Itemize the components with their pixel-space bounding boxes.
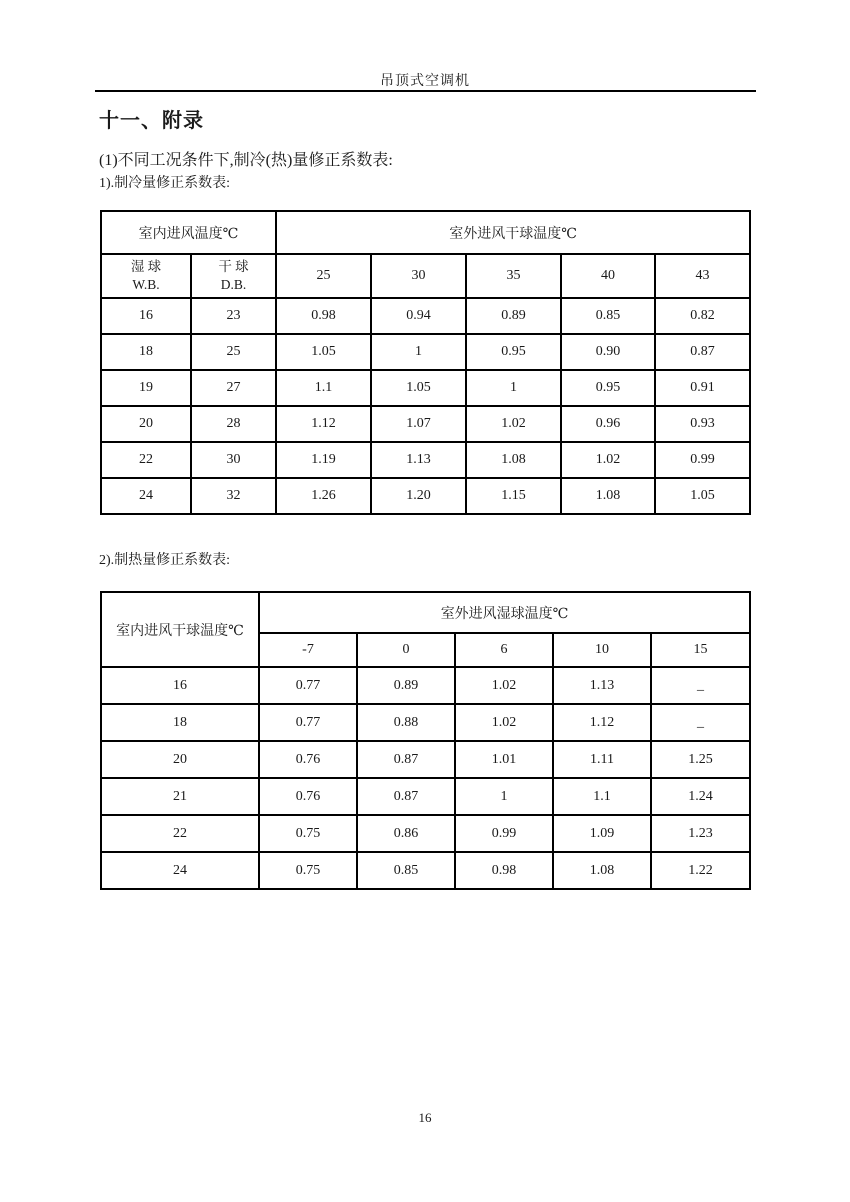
temp-column-header: 0 bbox=[357, 633, 455, 667]
table-cell: 1.08 bbox=[561, 478, 655, 514]
heating-table-header bbox=[101, 592, 750, 667]
document-header-title: 吊顶式空调机 bbox=[380, 74, 470, 89]
table-row bbox=[101, 442, 750, 478]
table-cell: 1.02 bbox=[455, 704, 553, 741]
table-cell: 1.1 bbox=[553, 778, 651, 815]
table-cell: 28 bbox=[191, 406, 276, 442]
table-cell: 0.98 bbox=[455, 852, 553, 889]
dry-bulb-header bbox=[191, 254, 276, 298]
indoor-drybulb-group-header: 室内进风干球温度℃ bbox=[101, 592, 259, 667]
temp-column-header: -7 bbox=[259, 633, 357, 667]
temp-column-header: 30 bbox=[371, 254, 466, 298]
table-cell: 0.77 bbox=[259, 704, 357, 741]
table-cell: 0.85 bbox=[561, 298, 655, 334]
table-cell: 1.20 bbox=[371, 478, 466, 514]
table-cell: 0.76 bbox=[259, 741, 357, 778]
table-cell: 16 bbox=[101, 298, 191, 334]
temp-column-header: 40 bbox=[561, 254, 655, 298]
table-row bbox=[101, 815, 750, 852]
table-cell: 1.05 bbox=[276, 334, 371, 370]
table-cell: 0.96 bbox=[561, 406, 655, 442]
temp-column-header: 6 bbox=[455, 633, 553, 667]
table-cell: 1 bbox=[371, 334, 466, 370]
table-cell: 0.75 bbox=[259, 815, 357, 852]
table-cell: 1.13 bbox=[553, 667, 651, 704]
heating-table-caption: 2).制热量修正系数表: bbox=[99, 553, 231, 568]
table-cell: _ bbox=[651, 667, 750, 704]
table-cell: 1.19 bbox=[276, 442, 371, 478]
wet-bulb-header bbox=[101, 254, 191, 298]
table-row bbox=[101, 778, 750, 815]
outdoor-wetbulb-group-header: 室外进风湿球温度℃ bbox=[259, 592, 750, 633]
table-cell: 22 bbox=[101, 442, 191, 478]
table-cell: 19 bbox=[101, 370, 191, 406]
dry-bulb-label-cn: 干 球 bbox=[218, 258, 249, 274]
section-title: 十一、附录 bbox=[99, 110, 204, 132]
table-cell: 1.24 bbox=[651, 778, 750, 815]
table-row bbox=[101, 704, 750, 741]
cooling-table-body bbox=[101, 298, 750, 514]
table-cell: 1.23 bbox=[651, 815, 750, 852]
table-cell: 0.99 bbox=[655, 442, 750, 478]
table-cell: 1 bbox=[466, 370, 561, 406]
temp-column-header: 35 bbox=[466, 254, 561, 298]
table-cell: 1.05 bbox=[655, 478, 750, 514]
table-cell: 1.09 bbox=[553, 815, 651, 852]
table-cell: 1 bbox=[455, 778, 553, 815]
table-cell: 0.88 bbox=[357, 704, 455, 741]
table-row bbox=[101, 667, 750, 704]
wet-bulb-label-en: W.B. bbox=[132, 277, 160, 292]
table-cell: 16 bbox=[101, 667, 259, 704]
table-cell: 1.02 bbox=[561, 442, 655, 478]
table-cell: 0.89 bbox=[466, 298, 561, 334]
table-cell: 20 bbox=[101, 741, 259, 778]
table-cell: 18 bbox=[101, 334, 191, 370]
table-cell: 1.12 bbox=[553, 704, 651, 741]
table-cell: 0.87 bbox=[357, 741, 455, 778]
indoor-temp-group-header: 室内进风温度℃ bbox=[101, 211, 276, 254]
table-cell: 1.1 bbox=[276, 370, 371, 406]
temp-column-header: 43 bbox=[655, 254, 750, 298]
table-cell: 1.02 bbox=[455, 667, 553, 704]
table-cell: 18 bbox=[101, 704, 259, 741]
table-cell: 0.95 bbox=[466, 334, 561, 370]
table-row bbox=[101, 298, 750, 334]
table-cell: 25 bbox=[191, 334, 276, 370]
table-cell: 24 bbox=[101, 478, 191, 514]
temp-column-header: 10 bbox=[553, 633, 651, 667]
table-cell: 0.85 bbox=[357, 852, 455, 889]
table-cell: 22 bbox=[101, 815, 259, 852]
table-cell: 23 bbox=[191, 298, 276, 334]
table-cell: 0.76 bbox=[259, 778, 357, 815]
table-cell: 0.90 bbox=[561, 334, 655, 370]
table-cell: 24 bbox=[101, 852, 259, 889]
table-cell: 1.15 bbox=[466, 478, 561, 514]
table-cell: 0.89 bbox=[357, 667, 455, 704]
table-cell: 21 bbox=[101, 778, 259, 815]
wet-bulb-label-cn: 湿 球 bbox=[130, 258, 162, 274]
table-cell: _ bbox=[651, 704, 750, 741]
temp-column-header: 15 bbox=[651, 633, 750, 667]
table-cell: 0.87 bbox=[357, 778, 455, 815]
header-group-row bbox=[101, 211, 750, 254]
table-cell: 1.26 bbox=[276, 478, 371, 514]
table-row bbox=[101, 741, 750, 778]
temp-column-header: 25 bbox=[276, 254, 371, 298]
table-cell: 27 bbox=[191, 370, 276, 406]
header-divider bbox=[95, 90, 756, 92]
table-cell: 0.91 bbox=[655, 370, 750, 406]
cooling-table-header bbox=[101, 211, 750, 298]
dry-bulb-label-en: D.B. bbox=[220, 277, 247, 292]
table-cell: 1.05 bbox=[371, 370, 466, 406]
intro-text: (1)不同工况条件下,制冷(热)量修正系数表: bbox=[99, 152, 393, 169]
table-cell: 0.94 bbox=[371, 298, 466, 334]
table-cell: 1.01 bbox=[455, 741, 553, 778]
table-cell: 1.07 bbox=[371, 406, 466, 442]
table-cell: 1.12 bbox=[276, 406, 371, 442]
table-cell: 1.08 bbox=[466, 442, 561, 478]
table-cell: 0.98 bbox=[276, 298, 371, 334]
header-sub-row bbox=[101, 254, 750, 298]
table-cell: 0.95 bbox=[561, 370, 655, 406]
table-row bbox=[101, 406, 750, 442]
table-cell: 30 bbox=[191, 442, 276, 478]
header-group-row bbox=[101, 592, 750, 633]
table-cell: 0.75 bbox=[259, 852, 357, 889]
outdoor-drybulb-group-header: 室外进风干球温度℃ bbox=[276, 211, 750, 254]
table-cell: 1.08 bbox=[553, 852, 651, 889]
table-cell: 0.99 bbox=[455, 815, 553, 852]
table-cell: 1.22 bbox=[651, 852, 750, 889]
table-cell: 0.93 bbox=[655, 406, 750, 442]
table-cell: 32 bbox=[191, 478, 276, 514]
table-cell: 20 bbox=[101, 406, 191, 442]
table-row bbox=[101, 334, 750, 370]
table-cell: 1.02 bbox=[466, 406, 561, 442]
table-cell: 0.82 bbox=[655, 298, 750, 334]
table-cell: 1.13 bbox=[371, 442, 466, 478]
page-number: 16 bbox=[418, 1110, 432, 1125]
cooling-correction-table bbox=[100, 210, 751, 515]
table-row bbox=[101, 370, 750, 406]
table-cell: 1.11 bbox=[553, 741, 651, 778]
heating-table-body bbox=[101, 667, 750, 889]
table-cell: 1.25 bbox=[651, 741, 750, 778]
table-row bbox=[101, 478, 750, 514]
table-row bbox=[101, 852, 750, 889]
table-cell: 0.87 bbox=[655, 334, 750, 370]
table-cell: 0.77 bbox=[259, 667, 357, 704]
table-cell: 0.86 bbox=[357, 815, 455, 852]
heating-correction-table bbox=[100, 591, 751, 890]
cooling-table-caption: 1).制冷量修正系数表: bbox=[99, 176, 231, 191]
